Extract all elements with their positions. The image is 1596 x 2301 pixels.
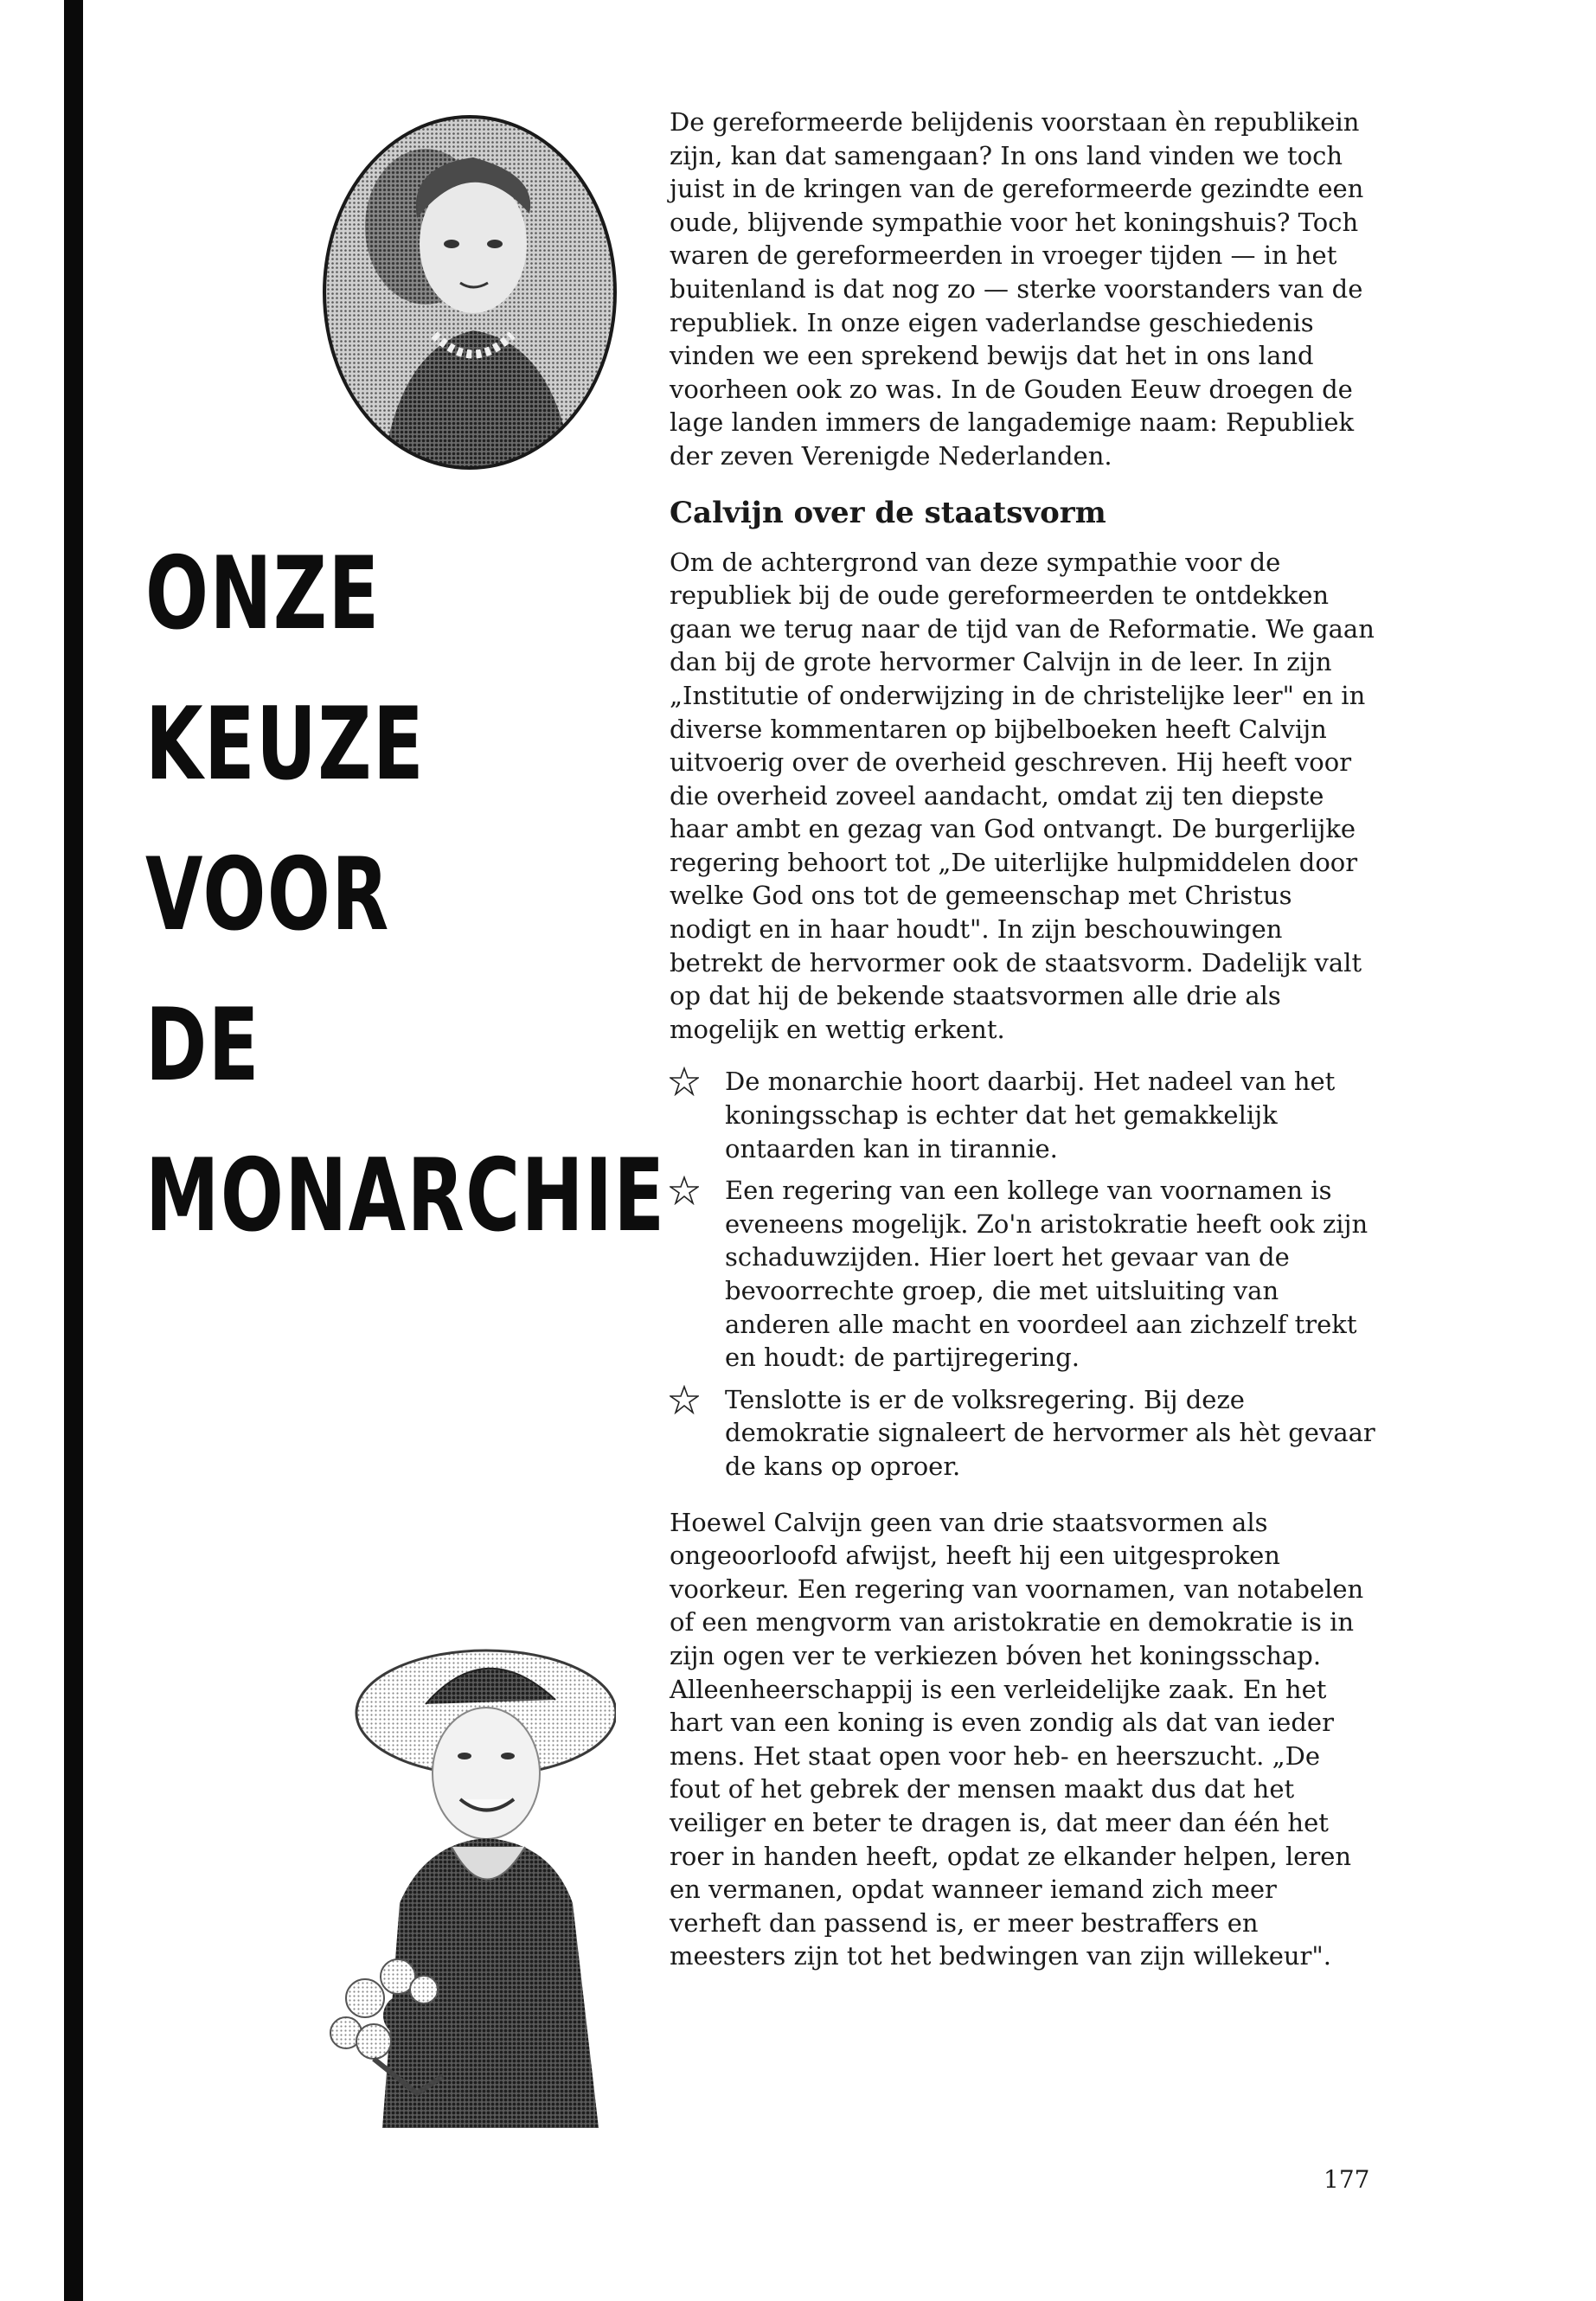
list-item xyxy=(670,1174,1375,1375)
portrait-photo-oval xyxy=(322,114,618,471)
list-item xyxy=(670,1383,1375,1484)
intro-paragraph: De gereformeerde belijdenis voorstaan èn republikein zijn, kan dat samengaan? In ons land vinden we toch juist in de kringen van de gereformeerde gezindte een oude, blijvende sympathie voor het koningshuis? Toch waren de gereformeerden in vroeger tijden — in het buitenland is dat nog zo — sterke voorstanders van de republiek. In onze eigen vaderlandse geschiedenis vinden we een sprekend bewijs dat het in ons land voorheen ook zo was. In de Gouden Eeuw droegen de lage landen immers de langademige naam: Republiek der zeven Verenigde Nederlanden. xyxy=(670,107,1364,471)
headline-line: VOOR xyxy=(145,836,390,953)
article-column xyxy=(670,106,1375,1973)
page-number: 177 xyxy=(1324,2165,1370,2194)
headline-line: KEUZE xyxy=(145,686,426,803)
bullet-list xyxy=(670,1065,1375,1483)
list-item xyxy=(670,1065,1375,1165)
page-edge-bar xyxy=(64,0,83,2301)
bullet-text: De monarchie hoort daarbij. Het nadeel van het koningsschap is echter dat het gemakkelijk ontaarden kan in tirannie. xyxy=(725,1067,1336,1163)
headline-line: ONZE xyxy=(145,535,381,652)
section-heading: Calvijn over de staatsvorm xyxy=(670,495,1106,530)
photo-woman-with-hat xyxy=(322,1626,616,2128)
bullet-text: Een regering van een kollege van voornamen is eveneens mogelijk. Zo'n aristokratie heeft ook zijn schaduwzijden. Hier loert het gevaar van de bevoorrechte groep, die met uitsluiting van anderen alle macht en voordeel aan zichzelf trekt en houdt: de partijregering. xyxy=(725,1176,1368,1373)
conclusion-paragraph: Hoewel Calvijn geen van drie staatsvormen als ongeoorloofd afwijst, heeft hij een uitgesproken voorkeur. Een regering van voornamen, van notabelen of een mengvorm van aristokratie en demokratie is in zijn ogen ver te verkiezen bóven het koningsschap. Alleenheerschappij is een verleidelijke zaak. En het hart van een koning is even zondig als dat van ieder mens. Het staat open voor heb- en heerszucht. „De fout of het gebrek der mensen maakt dus dat het veiliger en beter te dragen is, dat meer dan één het roer in handen heeft, opdat ze elkander helpen, leren en vermanen, opdat wanneer iemand zich meer verheft dan passend is, er meer bestraffers en meesters zijn tot het bedwingen van zijn willekeur". xyxy=(670,1507,1364,1971)
star-icon xyxy=(670,1385,699,1414)
body-paragraph: Om de achtergrond van deze sympathie voor de republiek bij de oude gereformeerden te ontdekken gaan we terug naar de tijd van de Reformatie. We gaan dan bij de grote hervormer Calvijn in de leer. In zijn „Institutie of onderwijzing in de christelijke leer" en in diverse kommentaren op bijbelboeken heeft Calvijn uitvoerig over de overheid geschreven. Hij heeft voor die overheid zoveel aandacht, omdat zij ten diepste haar ambt en gezag van God ontvangt. De burgerlijke regering behoort tot „De uiterlijke hulpmiddelen door welke God ons tot de gemeenschap met Christus nodigt en in haar houdt". In zijn beschouwingen betrekt de hervormer ook de staatsvorm. Dadelijk valt op dat hij de bekende staatsvormen alle drie als mogelijk en wettig erkent. xyxy=(670,547,1375,1044)
headline xyxy=(145,519,666,1272)
headline-line: DE xyxy=(145,987,260,1104)
bullet-text: Tenslotte is er de volksregering. Bij deze demokratie signaleert de hervormer als hèt gevaar de kans op oproer. xyxy=(725,1384,1375,1481)
headline-line: MONARCHIE xyxy=(145,1138,666,1254)
star-icon xyxy=(670,1067,699,1096)
star-icon xyxy=(670,1176,699,1205)
